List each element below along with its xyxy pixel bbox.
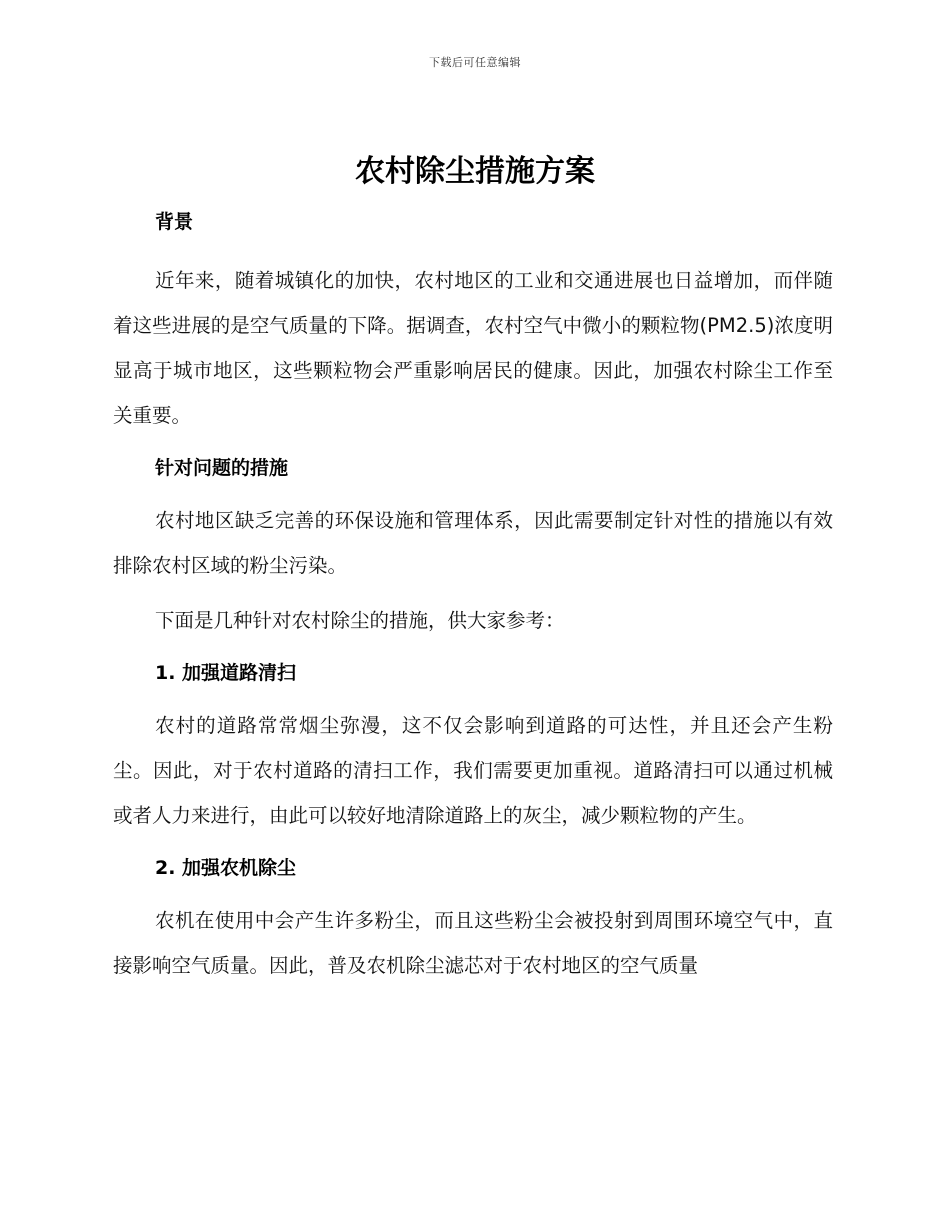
document-title: 农村除尘措施方案 <box>355 154 595 189</box>
paragraph-road-cleaning: 农村的道路常常烟尘弥漫，这不仅会影响到道路的可达性，并且还会产生粉尘。因此，对于农村道路的清扫工作，我们需要更加重视。道路清扫可以通过机械或者人力来进行，由此可以较好地清除道路上的灰尘，减少颗粒物的产生。 <box>113 714 833 827</box>
section-heading-farm-machinery: 2. 加强农机除尘 <box>155 857 297 879</box>
section-heading-road-cleaning: 1. 加强道路清扫 <box>155 662 297 684</box>
paragraph-measures-list-intro: 下面是几种针对农村除尘的措施，供大家参考： <box>155 609 565 632</box>
section-heading-background: 背景 <box>155 211 194 233</box>
paragraph-farm-machinery: 农机在使用中会产生许多粉尘，而且这些粉尘会被投射到周围环境空气中，直接影响空气质量。因此，普及农机除尘滤芯对于农村地区的空气质量 <box>113 909 833 977</box>
document-body <box>113 202 833 988</box>
page-header-note: 下载后可任意编辑 <box>429 56 521 69</box>
section-heading-measures: 针对问题的措施 <box>155 457 289 479</box>
paragraph-background: 近年来，随着城镇化的加快，农村地区的工业和交通进展也日益增加，而伴随着这些进展的是空气质量的下降。据调查，农村空气中微小的颗粒物(PM2.5)浓度明显高于城市地区，这些颗粒物会严重影响居民的健康。因此，加强农村除尘工作至关重要。 <box>113 269 833 427</box>
paragraph-measures-intro: 农村地区缺乏完善的环保设施和管理体系，因此需要制定针对性的措施以有效排除农村区域的粉尘污染。 <box>113 509 833 577</box>
